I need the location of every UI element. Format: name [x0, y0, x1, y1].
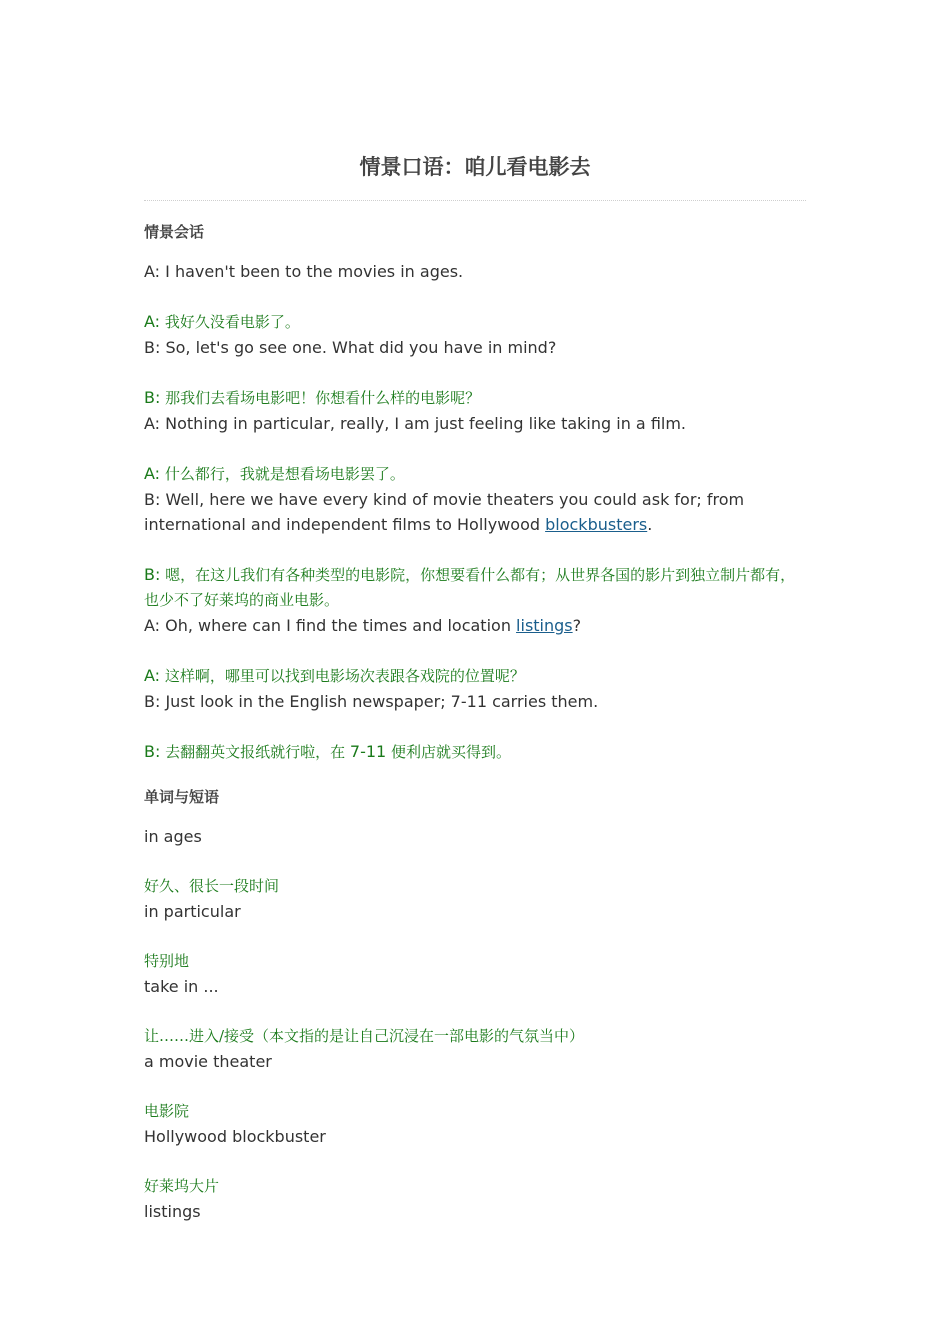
vocab-term: in ages — [144, 827, 202, 846]
blockbusters-link[interactable]: blockbusters — [545, 515, 648, 534]
vocab-term: listings — [144, 1202, 201, 1221]
page-title: 情景口语：咱儿看电影去 — [144, 150, 806, 201]
dialogue-english: A: I haven't been to the movies in ages. — [144, 262, 464, 281]
chinese-text: 什么都行，我就是想看场电影罢了。 — [160, 465, 405, 483]
dialogue-english: B: Just look in the English newspaper; 7-11 carries them. — [144, 692, 599, 711]
dialogue-english — [144, 613, 806, 638]
vocab-term: Hollywood blockbuster — [144, 1127, 326, 1146]
spacer — [144, 284, 806, 309]
vocab-meaning: 电影院 — [144, 1102, 190, 1120]
speaker-label: B: — [144, 388, 161, 407]
spacer — [144, 243, 806, 259]
dialogue-english: B: So, let's go see one. What did you have in mind? — [144, 338, 557, 357]
chinese-text: 那我们去看场电影吧！你想看什么样的电影呢？ — [160, 389, 481, 407]
store-name: 7-11 — [349, 742, 387, 761]
speaker-label: B: — [144, 742, 161, 761]
spacer — [144, 1149, 806, 1174]
vocab-meaning: 让……进入/接受（本文指的是让自己沉浸在一部电影的气氛当中） — [144, 1027, 585, 1045]
vocab-term: take in ... — [144, 977, 219, 996]
dialogue-item — [144, 411, 806, 487]
spacer — [144, 436, 806, 461]
chinese-text: 这样啊，哪里可以找到电影场次表跟各戏院的位置呢？ — [160, 667, 525, 685]
vocab-item — [144, 1049, 806, 1124]
vocab-item — [144, 1124, 806, 1199]
chinese-text: 去翻翻英文报纸就行啦，在 — [160, 743, 350, 761]
speaker-label: A: — [144, 312, 161, 331]
dialogue-chinese — [144, 562, 806, 613]
dialogue-item — [144, 335, 806, 411]
spacer — [144, 808, 806, 824]
spacer — [144, 638, 806, 663]
vocab-term: a movie theater — [144, 1052, 272, 1071]
vocab-meaning: 好久、很长一段时间 — [144, 877, 280, 895]
dialogue-chinese — [144, 385, 806, 411]
vocab-meaning: 特别地 — [144, 952, 190, 970]
spacer — [144, 849, 806, 874]
dialogue-item — [144, 487, 806, 613]
article — [144, 150, 806, 1224]
vocab-meaning: 好莱坞大片 — [144, 1177, 220, 1195]
english-text: A: Oh, where can I find the times and location — [144, 616, 517, 635]
listings-link[interactable]: listings — [516, 616, 573, 635]
spacer — [144, 537, 806, 562]
spacer — [144, 1074, 806, 1099]
chinese-text: 便利店就买得到。 — [386, 743, 512, 761]
spacer — [144, 714, 806, 739]
spacer — [144, 924, 806, 949]
english-text: B: Well, here we have every kind of movie theaters you could ask for; from international and independent films to Hollywood — [144, 490, 745, 534]
vocab-heading: 单词与短语 — [144, 788, 220, 806]
dialogue-chinese — [144, 663, 806, 689]
chinese-text: 我好久没看电影了。 — [160, 313, 300, 331]
dialogue-chinese — [144, 309, 806, 335]
english-text: ? — [572, 616, 582, 635]
dialogue-item — [144, 613, 806, 689]
speaker-label: A: — [144, 464, 161, 483]
dialogue-english — [144, 487, 806, 537]
dialogue-english: A: Nothing in particular, really, I am just feeling like taking in a film. — [144, 414, 687, 433]
chinese-text: 嗯，在这儿我们有各种类型的电影院，你想要看什么都有；从世界各国的影片到独立制片都有，也少不了好莱坞的商业电影。 — [144, 566, 796, 609]
vocab-item — [144, 974, 806, 1049]
speaker-label: B: — [144, 565, 161, 584]
vocab-term: in particular — [144, 902, 241, 921]
dialogue-chinese — [144, 739, 806, 765]
dialogue-chinese — [144, 461, 806, 487]
dialogue-item — [144, 259, 806, 335]
english-text: . — [647, 515, 653, 534]
dialogue-item — [144, 689, 806, 765]
vocab-item — [144, 824, 806, 899]
vocab-item — [144, 1199, 806, 1224]
spacer — [144, 360, 806, 385]
spacer — [144, 999, 806, 1024]
speaker-label: A: — [144, 666, 161, 685]
dialogue-heading: 情景会话 — [144, 223, 205, 241]
vocab-item — [144, 899, 806, 974]
